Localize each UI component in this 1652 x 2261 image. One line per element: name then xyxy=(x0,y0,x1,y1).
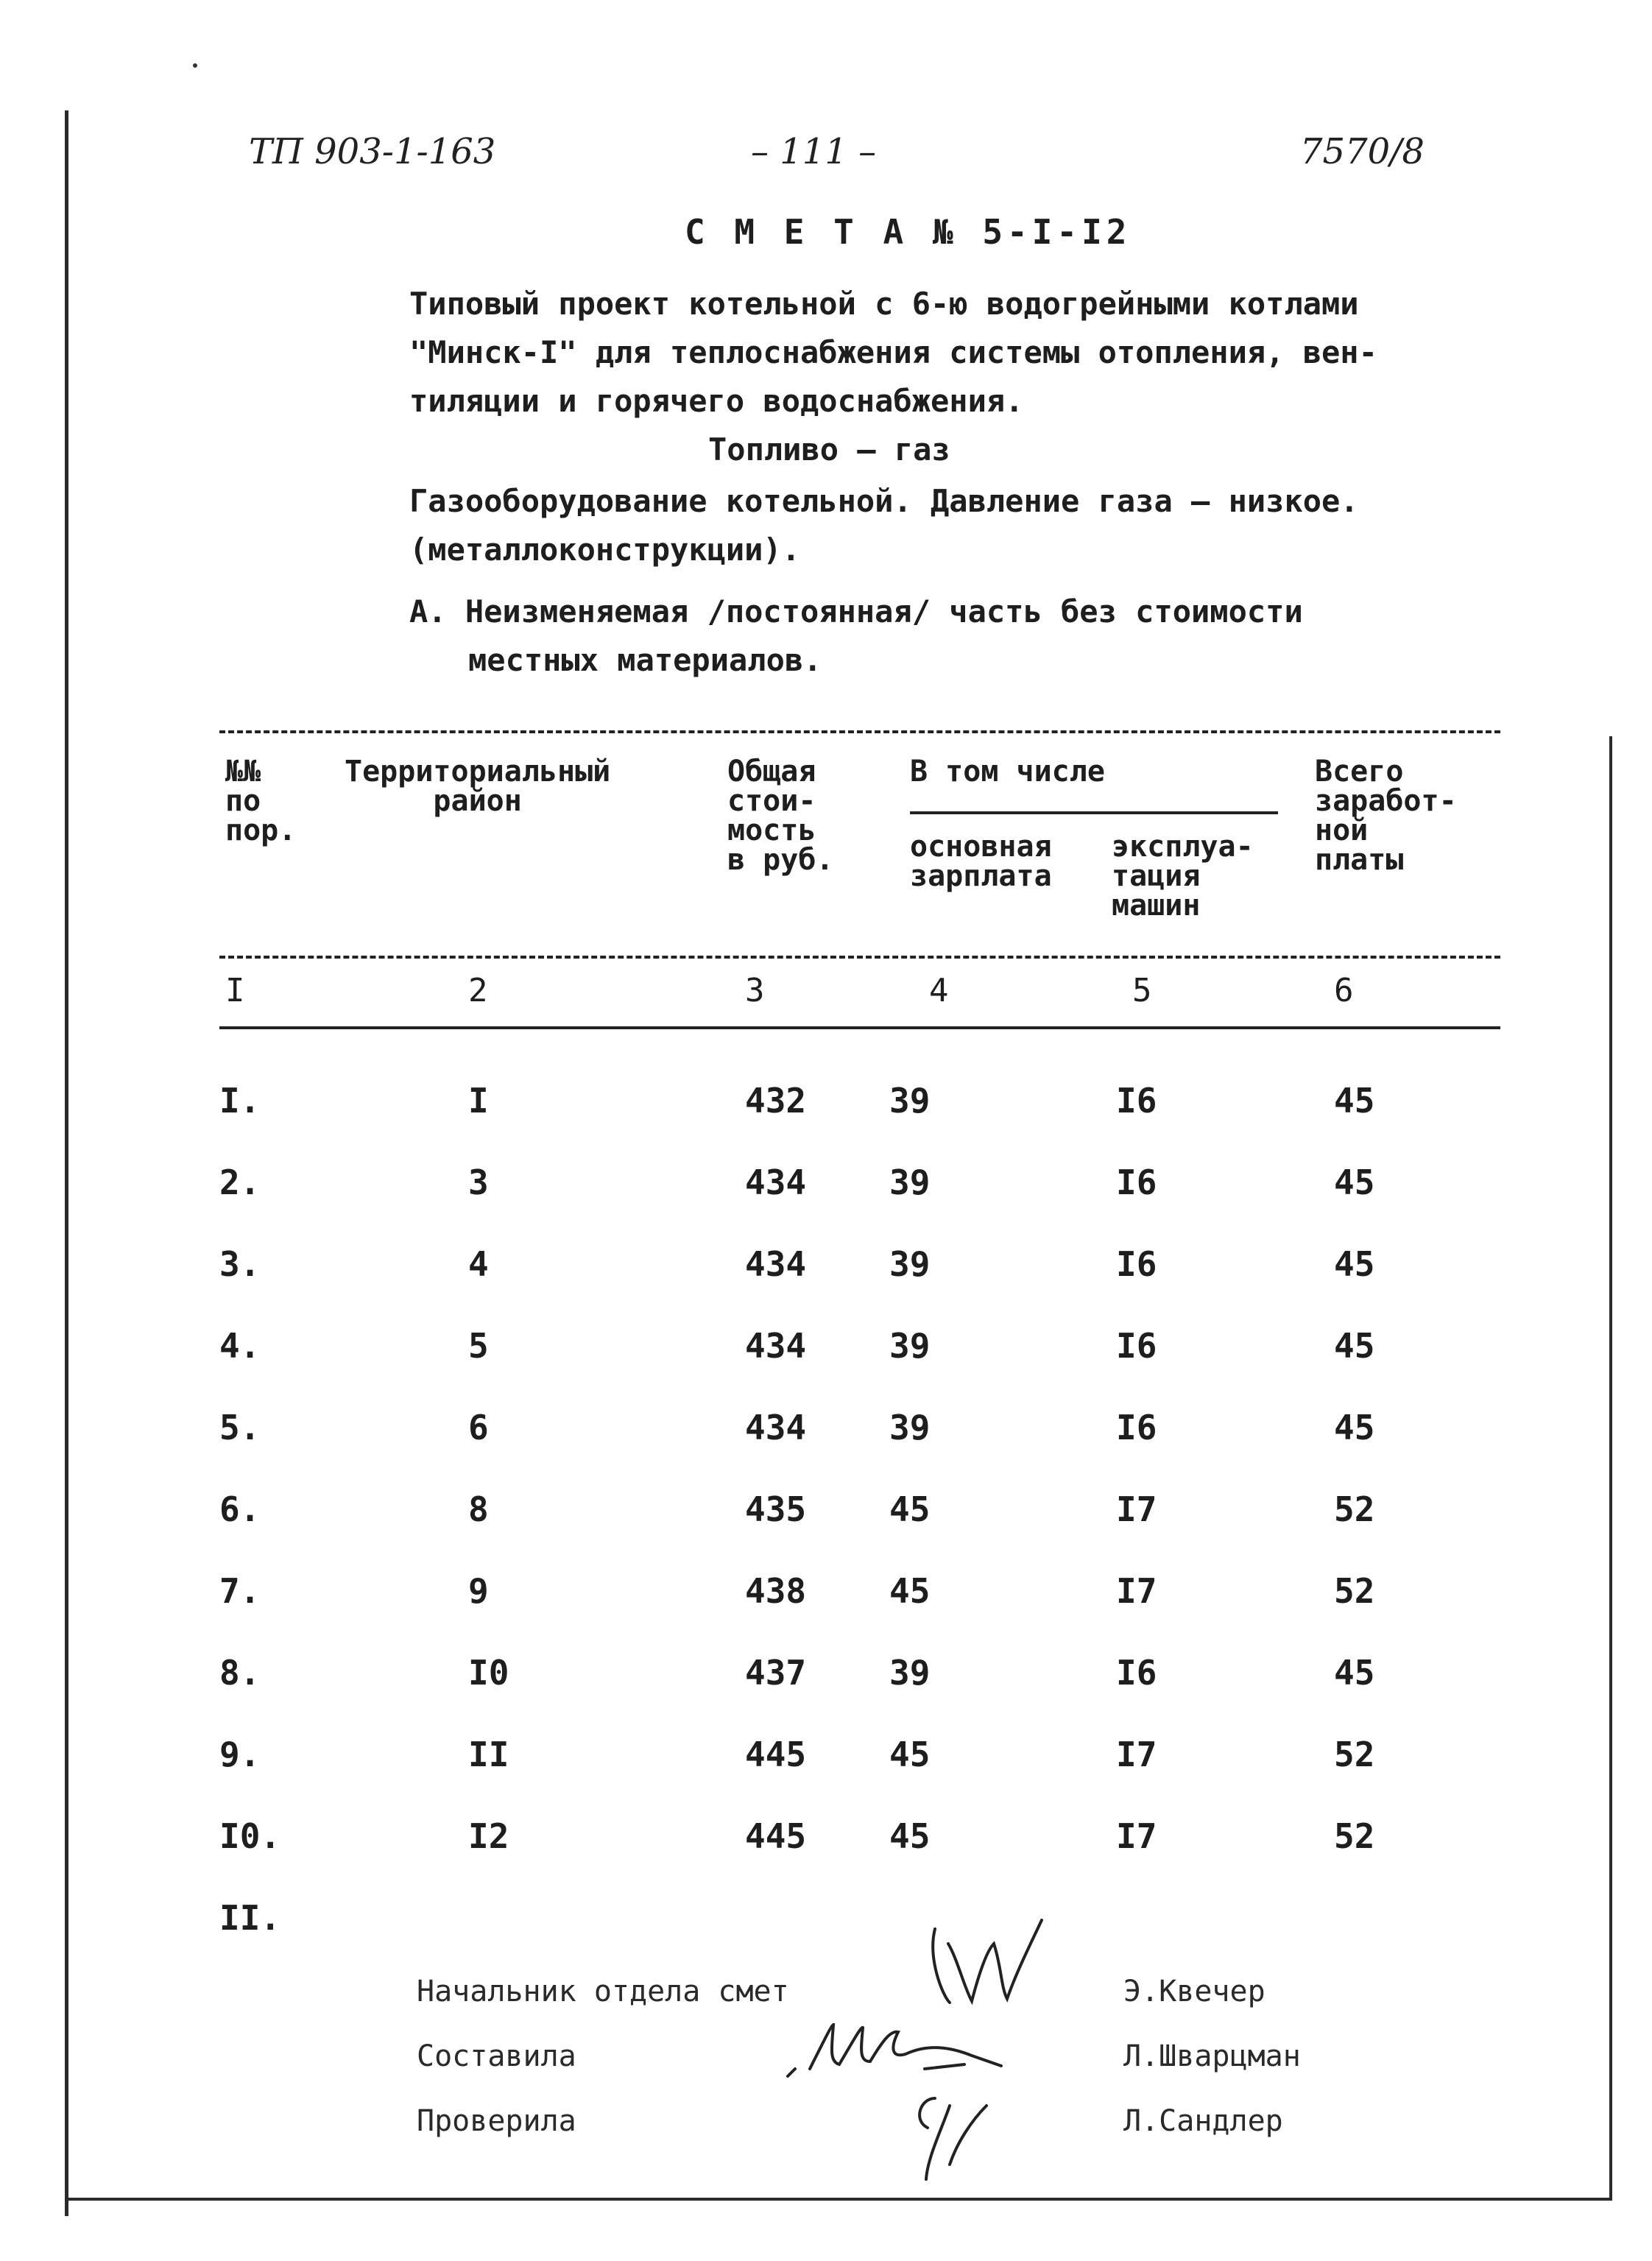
header-total-cost: Общая стои- мость в руб. xyxy=(727,755,834,877)
total-cost-cell: 445 xyxy=(745,1735,807,1774)
description-line: "Минск-I" для теплоснабжения системы отопления, вен- xyxy=(409,334,1377,370)
total-wage-cell: 45 xyxy=(1334,1244,1375,1284)
scan-speck xyxy=(193,63,197,68)
base-wage-cell: 45 xyxy=(889,1489,931,1529)
header-bottom-rule xyxy=(219,956,1500,959)
region-cell: 4 xyxy=(468,1244,489,1284)
header-including: В том числе xyxy=(910,755,1105,789)
machine-cost-cell: I6 xyxy=(1116,1408,1157,1447)
base-wage-cell: 45 xyxy=(889,1571,931,1611)
header-region: Территориальный район xyxy=(345,755,611,818)
total-cost-cell: 432 xyxy=(745,1081,807,1121)
table-top-rule xyxy=(219,730,1500,733)
row-no-cell: II. xyxy=(219,1898,281,1938)
section-line: А. Неизменяемая /постоянная/ часть без стоимости xyxy=(409,593,1303,629)
column-number: I xyxy=(225,972,245,1009)
region-cell: 5 xyxy=(468,1326,489,1366)
signature-role-checked: Проверила xyxy=(417,2104,576,2138)
equipment-line: (металлоконструкции). xyxy=(409,532,801,568)
row-no-cell: 2. xyxy=(219,1163,261,1202)
total-wage-cell: 52 xyxy=(1334,1571,1375,1611)
total-cost-cell: 434 xyxy=(745,1408,807,1447)
row-no-cell: I0. xyxy=(219,1816,281,1856)
region-cell: 8 xyxy=(468,1489,489,1529)
row-no-cell: 4. xyxy=(219,1326,261,1366)
base-wage-cell: 45 xyxy=(889,1816,931,1856)
total-wage-cell: 45 xyxy=(1334,1081,1375,1121)
column-number: 2 xyxy=(468,972,488,1009)
total-wage-cell: 45 xyxy=(1334,1653,1375,1693)
signature-name-head: Э.Квечер xyxy=(1123,1975,1266,2008)
doc-code: ТП 903-1-163 xyxy=(249,131,496,172)
row-no-cell: 5. xyxy=(219,1408,261,1447)
total-cost-cell: 434 xyxy=(745,1163,807,1202)
row-no-cell: I. xyxy=(219,1081,261,1121)
region-cell: I0 xyxy=(468,1653,509,1693)
machine-cost-cell: I7 xyxy=(1116,1489,1157,1529)
handwritten-signature-head xyxy=(920,1914,1053,2010)
total-wage-cell: 45 xyxy=(1334,1163,1375,1202)
machine-cost-cell: I7 xyxy=(1116,1735,1157,1774)
signature-name-compiled: Л.Шварцман xyxy=(1123,2039,1301,2073)
total-cost-cell: 445 xyxy=(745,1816,807,1856)
machine-cost-cell: I6 xyxy=(1116,1081,1157,1121)
handwritten-signature-compiled xyxy=(780,2010,1023,2091)
region-cell: 9 xyxy=(468,1571,489,1611)
equipment-line: Газооборудование котельной. Давление газа – низкое. xyxy=(409,483,1359,519)
total-wage-cell: 45 xyxy=(1334,1408,1375,1447)
fuel-line: Топливо – газ xyxy=(708,431,950,468)
description-block xyxy=(409,280,1377,426)
total-cost-cell: 434 xyxy=(745,1326,807,1366)
subheader-rule xyxy=(910,811,1278,814)
total-wage-cell: 52 xyxy=(1334,1735,1375,1774)
total-cost-cell: 434 xyxy=(745,1244,807,1284)
header-no: №№ по пор. xyxy=(225,755,297,847)
sheet-number: 7570/8 xyxy=(1300,131,1425,172)
total-cost-cell: 438 xyxy=(745,1571,807,1611)
row-no-cell: 9. xyxy=(219,1735,261,1774)
header-machine-operation: эксплуа- тация машин xyxy=(1112,830,1254,923)
total-cost-cell: 435 xyxy=(745,1489,807,1529)
base-wage-cell: 39 xyxy=(889,1653,931,1693)
total-wage-cell: 45 xyxy=(1334,1326,1375,1366)
scan-edge-right xyxy=(1609,736,1612,2198)
handwritten-signature-checked xyxy=(906,2084,1009,2187)
total-cost-cell: 437 xyxy=(745,1653,807,1693)
base-wage-cell: 39 xyxy=(889,1244,931,1284)
header-base-wage: основная зарплата xyxy=(910,830,1052,893)
page-number: – 111 – xyxy=(751,131,877,172)
description-line: тиляции и горячего водоснабжения. xyxy=(409,383,1024,419)
region-cell: 3 xyxy=(468,1163,489,1202)
row-no-cell: 6. xyxy=(219,1489,261,1529)
base-wage-cell: 45 xyxy=(889,1735,931,1774)
machine-cost-cell: I6 xyxy=(1116,1653,1157,1693)
row-no-cell: 7. xyxy=(219,1571,261,1611)
region-cell: I xyxy=(468,1081,489,1121)
section-line: местных материалов. xyxy=(468,642,822,678)
base-wage-cell: 39 xyxy=(889,1408,931,1447)
column-number: 5 xyxy=(1132,972,1152,1009)
column-number: 4 xyxy=(929,972,949,1009)
total-wage-cell: 52 xyxy=(1334,1489,1375,1529)
scan-edge-bottom xyxy=(65,2198,1612,2201)
header-total-wage: Всего заработ- ной платы xyxy=(1315,755,1457,877)
base-wage-cell: 39 xyxy=(889,1326,931,1366)
base-wage-cell: 39 xyxy=(889,1163,931,1202)
row-no-cell: 3. xyxy=(219,1244,261,1284)
column-number: 6 xyxy=(1334,972,1354,1009)
signature-role-compiled: Составила xyxy=(417,2039,576,2073)
machine-cost-cell: I6 xyxy=(1116,1244,1157,1284)
region-cell: 6 xyxy=(468,1408,489,1447)
machine-cost-cell: I7 xyxy=(1116,1816,1157,1856)
signature-name-checked: Л.Сандлер xyxy=(1123,2104,1283,2138)
region-cell: II xyxy=(468,1735,509,1774)
region-cell: I2 xyxy=(468,1816,509,1856)
description-line: Типовый проект котельной с 6-ю водогрейными котлами xyxy=(409,286,1359,322)
total-wage-cell: 52 xyxy=(1334,1816,1375,1856)
column-numbers-rule xyxy=(219,1026,1500,1029)
scan-edge-left xyxy=(65,110,68,2216)
machine-cost-cell: I6 xyxy=(1116,1163,1157,1202)
equipment-block xyxy=(409,477,1359,574)
machine-cost-cell: I7 xyxy=(1116,1571,1157,1611)
column-number: 3 xyxy=(745,972,765,1009)
estimate-title: С М Е Т А № 5-I-I2 xyxy=(685,212,1132,252)
row-no-cell: 8. xyxy=(219,1653,261,1693)
section-block xyxy=(409,588,1303,685)
base-wage-cell: 39 xyxy=(889,1081,931,1121)
signature-role-head: Начальник отдела смет xyxy=(417,1975,789,2008)
machine-cost-cell: I6 xyxy=(1116,1326,1157,1366)
